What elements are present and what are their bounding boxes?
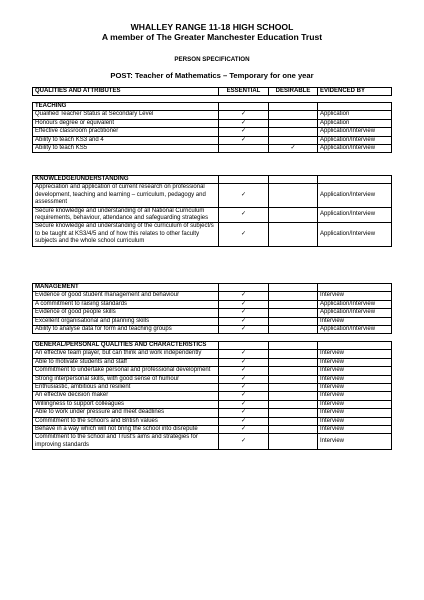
table-row: [33, 384, 392, 392]
table-row: [33, 409, 392, 417]
table-row: [33, 184, 392, 207]
desirable-tick: [269, 426, 318, 434]
col-qualities: QUALITIES AND ATTRIBUTES: [33, 88, 219, 96]
section-title: TEACHING: [33, 103, 219, 111]
section-title-row: [33, 103, 392, 111]
essential-tick: ✓: [219, 358, 269, 366]
desirable-tick: ✓: [269, 145, 318, 153]
quality-cell: Appreciation and application of current research on professional development, teaching and learning – curriculum, pedagogy and assessment: [33, 184, 219, 207]
desirable-tick: [269, 292, 318, 300]
evidenced-by-cell: Application/Interview: [318, 207, 392, 223]
section-general: [32, 341, 392, 450]
evidenced-by-cell: Interview: [318, 434, 392, 450]
table-row: [33, 392, 392, 400]
col-evidenced: EVIDENCED BY: [318, 88, 392, 96]
evidenced-by-cell: Interview: [318, 292, 392, 300]
essential-tick: ✓: [219, 184, 269, 207]
table-row: [33, 400, 392, 408]
table-row: [33, 292, 392, 300]
evidenced-by-cell: Application/Interview: [318, 309, 392, 317]
table-row: [33, 300, 392, 308]
table-row: [33, 119, 392, 127]
quality-cell: Ability to teach KS5: [33, 145, 219, 153]
school-name: WHALLEY RANGE 11-18 HIGH SCHOOL: [130, 22, 294, 32]
evidenced-by-cell: Application/Interview: [318, 145, 392, 153]
post-label: POST:: [110, 71, 133, 80]
evidenced-by-cell: Interview: [318, 384, 392, 392]
quality-cell: An effective team player, but can think and work independently: [33, 350, 219, 358]
quality-cell: Behave in a way which will not bring the school into disrepute: [33, 426, 219, 434]
col-essential: ESSENTIAL: [219, 88, 269, 96]
essential-tick: [219, 145, 269, 153]
desirable-tick: [269, 400, 318, 408]
table-row: [33, 426, 392, 434]
essential-tick: ✓: [219, 317, 269, 325]
desirable-tick: [269, 136, 318, 144]
desirable-tick: [269, 350, 318, 358]
essential-tick: ✓: [219, 350, 269, 358]
evidenced-by-cell: Interview: [318, 375, 392, 383]
section-title: KNOWLEDGE/UNDERSTANDING: [33, 176, 219, 184]
evidenced-by-cell: Application/Interview: [318, 136, 392, 144]
desirable-tick: [269, 417, 318, 425]
desirable-tick: [269, 207, 318, 223]
quality-cell: Commitment to undertake personal and professional development: [33, 367, 219, 375]
desirable-tick: [269, 223, 318, 246]
quality-cell: Enthusiastic, ambitious and resilient: [33, 384, 219, 392]
section-title-row: [33, 284, 392, 292]
section-title-row: [33, 176, 392, 184]
essential-tick: ✓: [219, 392, 269, 400]
evidenced-by-cell: Application/Interview: [318, 223, 392, 246]
table-row: [33, 367, 392, 375]
essential-tick: ✓: [219, 375, 269, 383]
desirable-tick: [269, 358, 318, 366]
desirable-tick: [269, 375, 318, 383]
evidenced-by-cell: Interview: [318, 417, 392, 425]
section-title: MANAGEMENT: [33, 284, 219, 292]
essential-tick: ✓: [219, 384, 269, 392]
evidenced-by-cell: Application/Interview: [318, 184, 392, 207]
essential-tick: ✓: [219, 400, 269, 408]
evidenced-by-cell: Interview: [318, 426, 392, 434]
post-line: [0, 71, 424, 80]
essential-tick: ✓: [219, 309, 269, 317]
quality-cell: Able to work under pressure and meet deadlines: [33, 409, 219, 417]
desirable-tick: [269, 300, 318, 308]
column-header-table: [32, 87, 392, 96]
table-row: [33, 111, 392, 119]
quality-cell: Evidence of good people skills: [33, 309, 219, 317]
section-title-row: [33, 342, 392, 350]
trust-subtitle: A member of The Greater Manchester Education Trust: [101, 32, 323, 42]
section-knowledge: [32, 175, 392, 247]
quality-cell: Evidence of good student management and behaviour: [33, 292, 219, 300]
essential-tick: ✓: [219, 417, 269, 425]
desirable-tick: [269, 128, 318, 136]
essential-tick: ✓: [219, 426, 269, 434]
desirable-tick: [269, 326, 318, 334]
evidenced-by-cell: Interview: [318, 392, 392, 400]
desirable-tick: [269, 367, 318, 375]
table-row: [33, 223, 392, 246]
evidenced-by-cell: Interview: [318, 400, 392, 408]
post-value: Teacher of Mathematics – Temporary for one year: [134, 71, 314, 80]
essential-tick: ✓: [219, 300, 269, 308]
evidenced-by-cell: Application/Interview: [318, 300, 392, 308]
quality-cell: Willingness to support colleagues: [33, 400, 219, 408]
essential-tick: ✓: [219, 292, 269, 300]
essential-tick: ✓: [219, 367, 269, 375]
section-management: [32, 283, 392, 334]
table-row: [33, 350, 392, 358]
quality-cell: Strong interpersonal skills, with good sense of humour: [33, 375, 219, 383]
essential-tick: ✓: [219, 223, 269, 246]
evidenced-by-cell: Interview: [318, 317, 392, 325]
desirable-tick: [269, 392, 318, 400]
desirable-tick: [269, 317, 318, 325]
col-desirable: DESIRABLE: [269, 88, 318, 96]
table-row: [33, 326, 392, 334]
evidenced-by-cell: Interview: [318, 350, 392, 358]
quality-cell: An effective decision maker: [33, 392, 219, 400]
desirable-tick: [269, 384, 318, 392]
desirable-tick: [269, 409, 318, 417]
evidenced-by-cell: Interview: [318, 409, 392, 417]
table-row: [33, 358, 392, 366]
quality-cell: Honours degree or equivalent: [33, 119, 219, 127]
quality-cell: Secure knowledge and understanding of all National Curriculum requirements, behaviour, attendance and safeguarding strategies: [33, 207, 219, 223]
table-row: [33, 317, 392, 325]
table-row: [33, 417, 392, 425]
quality-cell: Ability to teach KS3 and 4: [33, 136, 219, 144]
quality-cell: Commitment to the school and Trust's aims and strategies for improving standards: [33, 434, 219, 450]
essential-tick: ✓: [219, 136, 269, 144]
table-row: [33, 375, 392, 383]
table-row: [33, 136, 392, 144]
document-title: PERSON SPECIFICATION: [174, 56, 250, 63]
table-row: [33, 207, 392, 223]
essential-tick: ✓: [219, 409, 269, 417]
table-row: [33, 434, 392, 450]
essential-tick: ✓: [219, 434, 269, 450]
essential-tick: ✓: [219, 119, 269, 127]
evidenced-by-cell: Application/Interview: [318, 326, 392, 334]
desirable-tick: [269, 184, 318, 207]
quality-cell: Commitment to the school's and British values: [33, 417, 219, 425]
quality-cell: Effective classroom practitioner: [33, 128, 219, 136]
table-row: [33, 128, 392, 136]
quality-cell: Excellent organisational and planning skills: [33, 317, 219, 325]
evidenced-by-cell: Application: [318, 119, 392, 127]
section-teaching: [32, 102, 392, 153]
essential-tick: ✓: [219, 111, 269, 119]
quality-cell: Ability to analyse data for form and teaching groups: [33, 326, 219, 334]
table-row: [33, 145, 392, 153]
column-header-row: [33, 88, 392, 96]
essential-tick: ✓: [219, 207, 269, 223]
evidenced-by-cell: Application/Interview: [318, 128, 392, 136]
evidenced-by-cell: Application: [318, 111, 392, 119]
quality-cell: Able to motivate students and staff: [33, 358, 219, 366]
quality-cell: A commitment to raising standards: [33, 300, 219, 308]
desirable-tick: [269, 119, 318, 127]
section-title: GENERAL/PERSONAL QUALITIES AND CHARACTERISTICS: [33, 342, 219, 350]
evidenced-by-cell: Interview: [318, 358, 392, 366]
evidenced-by-cell: Interview: [318, 367, 392, 375]
essential-tick: ✓: [219, 326, 269, 334]
desirable-tick: [269, 309, 318, 317]
quality-cell: Secure knowledge and understanding of the curriculum of subject/s to be taught at KS3/4/5 and of how this relates to other faculty subjects and the whole school curriculum: [33, 223, 219, 246]
essential-tick: ✓: [219, 128, 269, 136]
desirable-tick: [269, 111, 318, 119]
desirable-tick: [269, 434, 318, 450]
quality-cell: Qualified Teacher Status at Secondary Level: [33, 111, 219, 119]
table-row: [33, 309, 392, 317]
